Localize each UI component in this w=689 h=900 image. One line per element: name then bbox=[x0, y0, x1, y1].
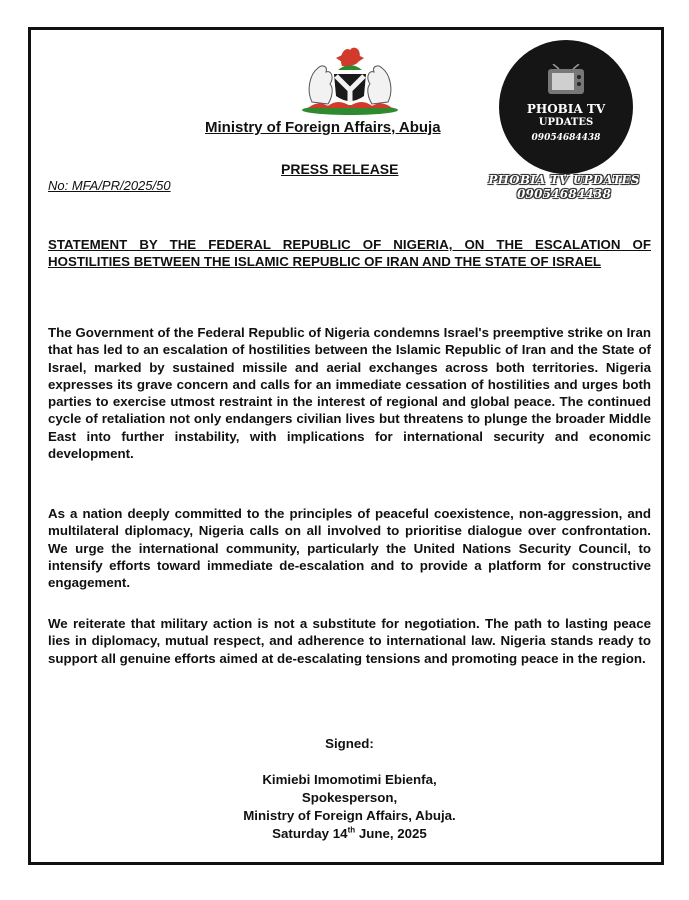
body-paragraph-3: We reiterate that military action is not a substitute for negotiation. The path to lasting peace lies in diplomacy, mutual respect, and adherence to international law. Nigeria stands ready to support all genuine efforts aimed at de-escalating tensions and promoting peace in the region. bbox=[48, 616, 651, 666]
tv-icon bbox=[547, 64, 585, 96]
release-date bbox=[48, 825, 651, 843]
watermark-title: PHOBIA TV bbox=[526, 102, 606, 116]
watermark-logo bbox=[499, 40, 633, 174]
coat-of-arms-icon bbox=[298, 40, 402, 116]
date-day: Saturday 14 bbox=[272, 826, 348, 841]
date-ordinal: th bbox=[347, 825, 356, 835]
signatory-organization: Ministry of Foreign Affairs, Abuja. bbox=[243, 808, 456, 823]
watermark-banner-title: PHOBIA TV UPDATES bbox=[488, 173, 640, 187]
signatory-name: Kimiebi Imomotimi Ebienfa, bbox=[262, 772, 437, 787]
body-paragraph-1: The Government of the Federal Republic of Nigeria condemns Israel's preemptive strike on Iran that has led to an escalation of hostilities between the Islamic Republic of Iran and the State of Israel, marked by sustained missile and aerial exchanges across both territories. Nigeria expresses its grave concern and calls for an immediate cessation of hostilities and urges both parties to exercise utmost restraint in the interest of regional and global peace. The continued cycle of retaliation not only endangers civilian lives but threatens to plunge the broader Middle East into further instability, with implications for international security and economic development. bbox=[48, 325, 651, 462]
watermark-banner-phone: 09054684438 bbox=[516, 187, 612, 201]
signatory-role: Spokesperson, bbox=[301, 790, 398, 805]
watermark-banner bbox=[474, 173, 654, 201]
ministry-heading: Ministry of Foreign Affairs, Abuja bbox=[205, 119, 441, 136]
date-month-year: June, 2025 bbox=[355, 826, 427, 841]
signed-label: Signed: bbox=[325, 736, 374, 751]
watermark-subtitle: UPDATES bbox=[538, 117, 594, 128]
body-paragraph-2: As a nation deeply committed to the principles of peaceful coexistence, non-aggression, and multilateral diplomacy, Nigeria calls on all involved to prioritise dialogue over confrontation. We urge the international community, particularly the United Nations Security Council, to intensify efforts toward immediate de-escalation and to provide a platform for constructive engagement. bbox=[48, 506, 651, 591]
watermark-phone: 09054684438 bbox=[531, 133, 601, 143]
press-release-label: PRESS RELEASE bbox=[281, 161, 399, 177]
reference-number: No: MFA/PR/2025/50 bbox=[48, 178, 171, 193]
statement-headline: STATEMENT BY THE FEDERAL REPUBLIC OF NIGERIA, ON THE ESCALATION OF HOSTILITIES BETWEEN THE ISLAMIC REPUBLIC OF IRAN AND THE STATE OF ISRAEL bbox=[48, 237, 651, 269]
